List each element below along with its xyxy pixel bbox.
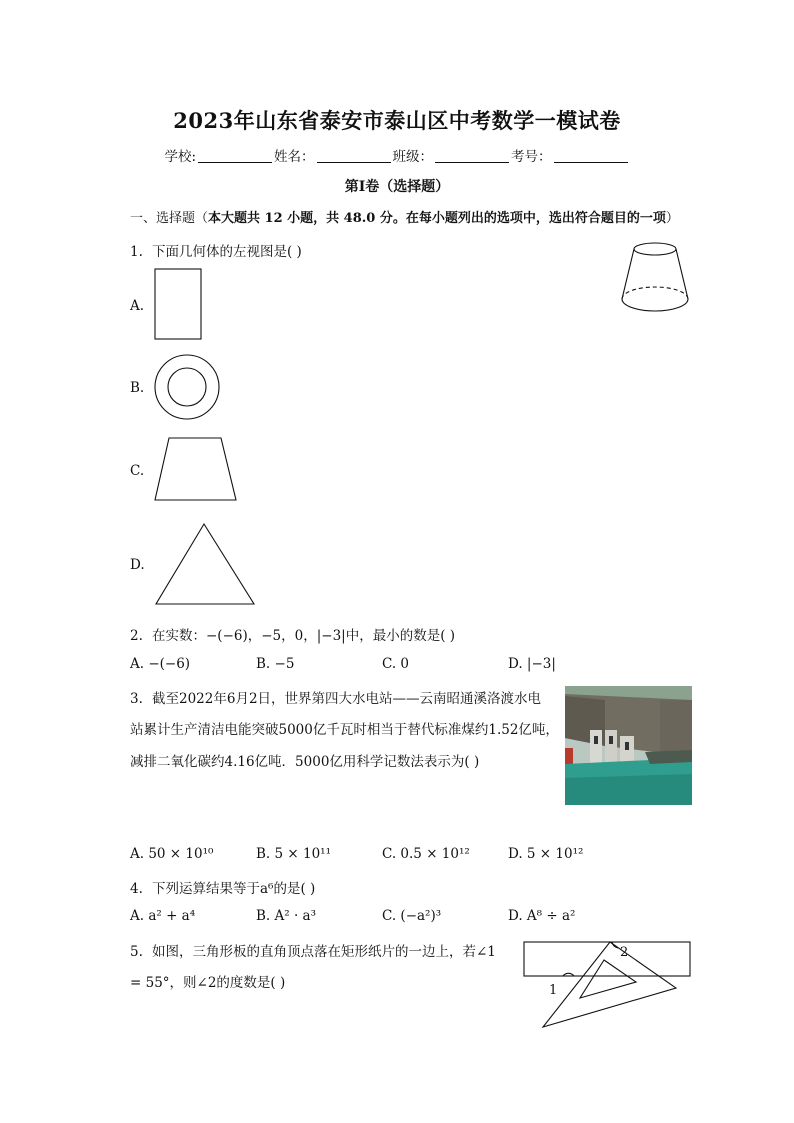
section-header: 一、选择题（本大题共 12 小题，共 48.0 分。在每小题列出的选项中，选出符合题目的一项） bbox=[130, 211, 679, 226]
question-3-line-2: 站累计生产清洁电能突破5000亿千瓦时相当于替代标准煤约1.52亿吨， bbox=[130, 722, 559, 738]
question-3-line-1: 3. 截至2022年6月2日，世界第四大水电站——云南昭通溪洛渡水电 bbox=[130, 691, 542, 707]
info-exam-number: 考号： bbox=[511, 145, 630, 165]
q4-option-a[interactable]: A. a² + a⁴ bbox=[130, 908, 196, 924]
q2-option-b[interactable]: B. −5 bbox=[256, 656, 295, 672]
q3-option-a[interactable]: A. 50 × 10¹⁰ bbox=[130, 846, 214, 862]
q1-option-d[interactable]: D. bbox=[130, 557, 145, 573]
question-5-line-1: 5. 如图，三角形板的直角顶点落在矩形纸片的一边上，若∠1 bbox=[130, 944, 496, 960]
q4-option-b[interactable]: B. A² · a³ bbox=[256, 908, 316, 924]
q2-option-c[interactable]: C. 0 bbox=[382, 656, 410, 672]
question-2: 2. 在实数：−(−6)，−5，0，|−3|中，最小的数是( ) bbox=[130, 628, 456, 644]
angle-1-label: 1 bbox=[549, 983, 558, 998]
q3-option-d[interactable]: D. 5 × 10¹² bbox=[508, 846, 584, 862]
question-1: 1. 下面几何体的左视图是( ) bbox=[130, 244, 302, 260]
page-title: 2023年山东省泰安市泰山区中考数学一模试卷 bbox=[173, 108, 621, 133]
q4-option-d[interactable]: D. A⁸ ÷ a² bbox=[508, 908, 576, 924]
question-3-line-3: 减排二氧化碳约4.16亿吨．5000亿用科学记数法表示为( ) bbox=[130, 754, 480, 770]
q1-option-a[interactable]: A. bbox=[130, 298, 145, 314]
q3-option-c[interactable]: C. 0.5 × 10¹² bbox=[382, 846, 470, 862]
q4-option-c[interactable]: C. (−a²)³ bbox=[382, 908, 442, 924]
info-name: 姓名： bbox=[274, 145, 393, 165]
q2-option-d[interactable]: D. |−3| bbox=[508, 656, 556, 672]
q2-option-a[interactable]: A. −(−6) bbox=[130, 656, 191, 672]
angle-2-label: 2 bbox=[620, 945, 629, 960]
q1-option-c[interactable]: C. bbox=[130, 463, 145, 479]
q3-option-b[interactable]: B. 5 × 10¹¹ bbox=[256, 846, 331, 862]
question-5-line-2: = 55°，则∠2的度数是( ) bbox=[130, 975, 286, 991]
question-4: 4. 下列运算结果等于a⁶的是( ) bbox=[130, 881, 316, 897]
info-school: 学校: bbox=[164, 145, 274, 165]
info-class: 班级： bbox=[393, 145, 512, 165]
volume-header: 第Ⅰ卷（选择题） bbox=[344, 179, 450, 195]
q1-option-b[interactable]: B. bbox=[130, 380, 145, 396]
